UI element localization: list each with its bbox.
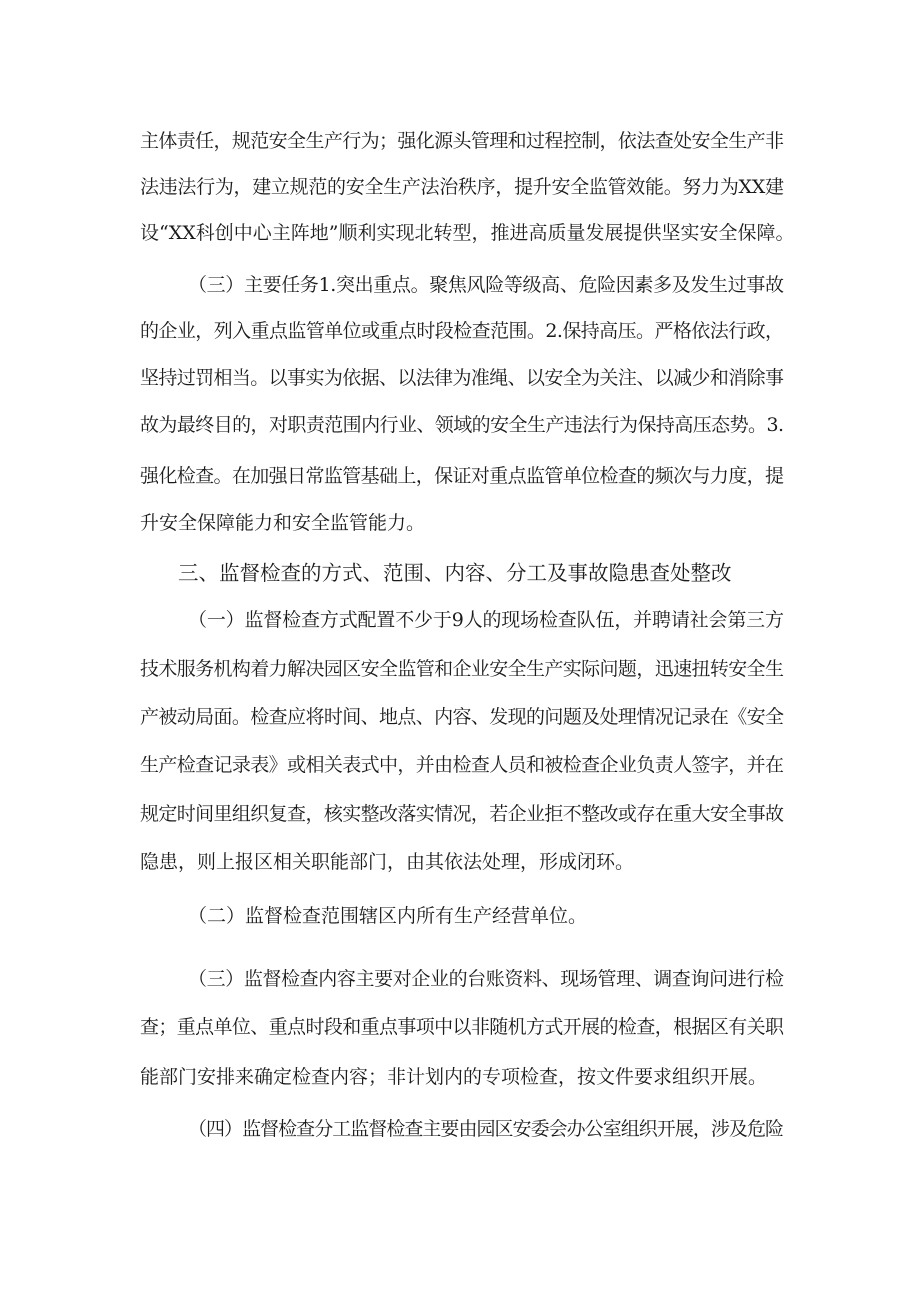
line-14-text: 生产检查记录表》或相关表式中，并由检查人员和被检查企业负责人签字，并在 xyxy=(140,754,784,776)
line-3-text: 设“XX科创中心主阵地”顺利实现北转型，推进高质量发展提供坚实安全保障。 xyxy=(140,222,795,244)
text-line xyxy=(0,361,920,395)
line-21-text: （四）监督检查分工监督检查主要由园区安委会办公室组织开展，涉及危险 xyxy=(188,1118,784,1140)
line-13-text: 产被动局面。检查应将时间、地点、内容、发现的问题及处理情况记录在《安全 xyxy=(140,706,784,728)
line-6-text: 坚持过罚相当。以事实为依据、以法律为准绳、以安全为关注、以减少和消除事 xyxy=(140,367,784,389)
text-line xyxy=(0,170,920,204)
line-2-text: 法违法行为，建立规范的安全生产法治秩序，提升安全监管效能。努力为XX建 xyxy=(140,176,784,198)
line-17-text: （二）监督检查范围辖区内所有生产经营单位。 xyxy=(188,905,588,927)
text-line xyxy=(0,314,920,348)
text-line xyxy=(0,962,920,996)
line-7-text: 故为最终目的，对职责范围内行业、领域的安全生产违法行为保持高压态势。3. xyxy=(140,414,784,436)
line-11-text: （一）监督检查方式配置不少于9人的现场检查队伍，并聘请社会第三方 xyxy=(188,609,784,631)
text-line xyxy=(0,603,920,637)
text-line xyxy=(0,652,920,686)
line-12-text: 技术服务机构着力解决园区安全监管和企业安全生产实际问题，迅速扭转安全生 xyxy=(140,658,784,680)
line-9-text: 升安全保障能力和安全监管能力。 xyxy=(140,512,426,534)
line-18-text: （三）监督检查内容主要对企业的台账资料、现场管理、调查询问进行检 xyxy=(188,968,784,990)
line-8-text: 强化检查。在加强日常监管基础上，保证对重点监管单位检查的频次与力度，提 xyxy=(140,465,784,487)
line-4-text: （三）主要任务1.突出重点。聚焦风险等级高、危险因素多及发生过事故 xyxy=(188,274,784,296)
text-line xyxy=(0,459,920,493)
text-line xyxy=(0,899,920,933)
text-line xyxy=(0,506,920,540)
section-heading-text: 三、监督检查的方式、范围、内容、分工及事故隐患查处整改 xyxy=(178,561,732,585)
text-line xyxy=(0,748,920,782)
text-line xyxy=(0,408,920,442)
text-line xyxy=(0,1112,920,1146)
text-line xyxy=(0,124,920,158)
line-5-text: 的企业，列入重点监管单位或重点时段检查范围。2.保持高压。严格依法行政， xyxy=(140,320,784,342)
text-line xyxy=(0,700,920,734)
text-line xyxy=(0,216,920,250)
line-19-text: 查；重点单位、重点时段和重点事项中以非随机方式开展的检查，根据区有关职 xyxy=(140,1016,784,1038)
section-heading xyxy=(0,556,920,590)
text-line xyxy=(0,797,920,831)
text-line xyxy=(0,1010,920,1044)
line-16-text: 隐患，则上报区相关职能部门，由其依法处理，形成闭环。 xyxy=(140,851,635,873)
text-line xyxy=(0,845,920,879)
line-1-text: 主体责任，规范安全生产行为；强化源头管理和过程控制，依法查处安全生产非 xyxy=(140,130,784,152)
line-15-text: 规定时间里组织复查，核实整改落实情况，若企业拒不整改或存在重大安全事故 xyxy=(140,803,784,825)
line-20-text: 能部门安排来确定检查内容；非计划内的专项检查，按文件要求组织开展。 xyxy=(140,1066,768,1088)
text-line xyxy=(0,268,920,302)
text-line xyxy=(0,1060,920,1094)
